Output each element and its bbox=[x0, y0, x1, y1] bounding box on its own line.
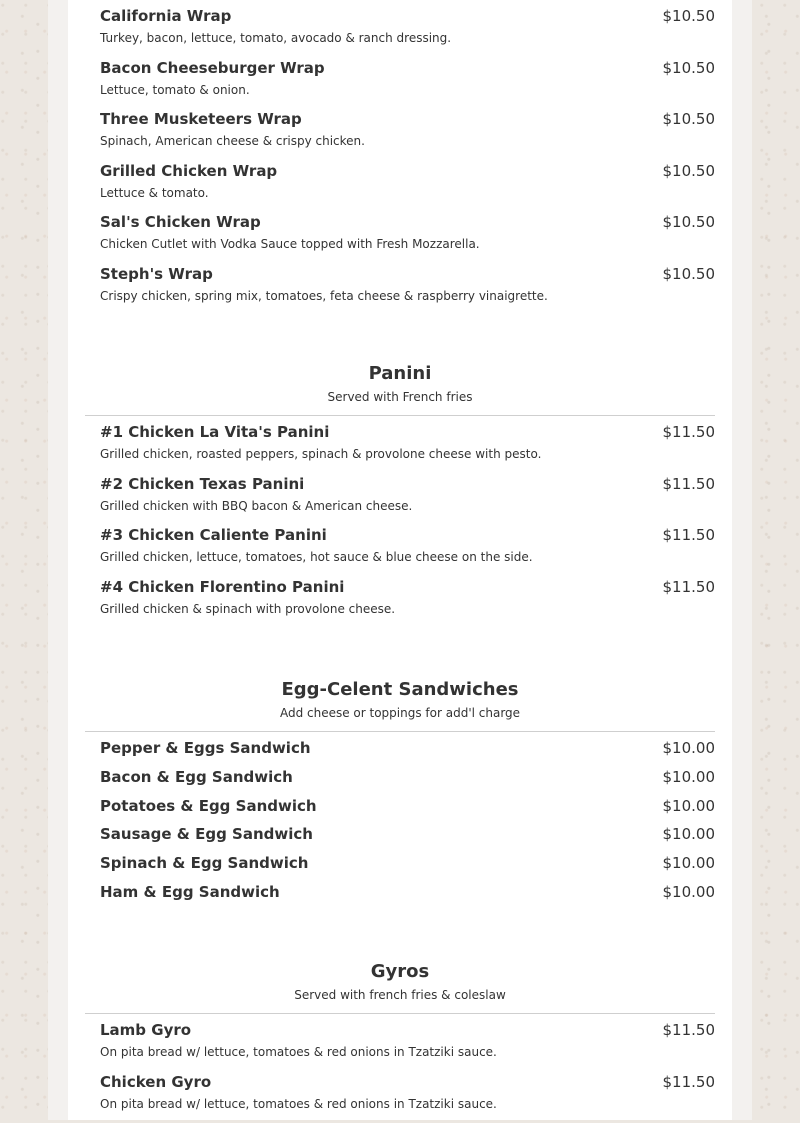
item-price: $11.50 bbox=[662, 474, 715, 493]
item-price: $11.50 bbox=[662, 1021, 715, 1039]
menu-item bbox=[85, 1072, 715, 1123]
menu-item bbox=[85, 474, 715, 526]
item-name: Sausage & Egg Sandwich bbox=[100, 825, 313, 844]
menu-item bbox=[85, 109, 715, 161]
menu-item bbox=[85, 264, 715, 316]
item-description: Turkey, bacon, lettuce, tomato, avocado & ranch dressing. bbox=[100, 31, 452, 45]
menu-item bbox=[85, 161, 715, 213]
section-title: Panini bbox=[368, 363, 432, 384]
section-gyros bbox=[85, 961, 715, 1123]
item-description: Lettuce & tomato. bbox=[100, 185, 209, 200]
item-price: $10.00 bbox=[662, 882, 715, 901]
item-price: $10.00 bbox=[662, 767, 715, 786]
item-price: $11.50 bbox=[662, 577, 715, 596]
item-name: #4 Chicken Florentino Panini bbox=[100, 577, 345, 596]
section-panini bbox=[85, 363, 715, 628]
section-wraps bbox=[85, 6, 715, 316]
item-name: Potatoes & Egg Sandwich bbox=[100, 796, 317, 815]
item-name: California Wrap bbox=[100, 7, 232, 25]
item-name: Spinach & Egg Sandwich bbox=[100, 854, 309, 873]
item-description: Crispy chicken, spring mix, tomatoes, feta cheese & raspberry vinaigrette. bbox=[100, 288, 548, 303]
section-title: Egg-Celent Sandwiches bbox=[281, 679, 519, 700]
menu-item bbox=[85, 525, 715, 577]
menu-item bbox=[85, 796, 715, 825]
item-description: Grilled chicken with BBQ bacon & American cheese. bbox=[100, 498, 413, 513]
item-price: $11.50 bbox=[662, 1072, 715, 1091]
section-subtitle: Served with french fries & coleslaw bbox=[294, 988, 506, 1002]
item-name: Bacon & Egg Sandwich bbox=[100, 767, 293, 786]
section-subtitle: Add cheese or toppings for add'l charge bbox=[279, 706, 521, 720]
item-description: Spinach, American cheese & crispy chicken. bbox=[100, 134, 365, 149]
menu-item bbox=[85, 1020, 715, 1072]
item-name: #1 Chicken La Vita's Panini bbox=[100, 423, 330, 441]
item-description: On pita bread w/ lettuce, tomatoes & red onions in Tzatziki sauce. bbox=[100, 1045, 497, 1059]
item-price: $10.00 bbox=[662, 825, 715, 844]
item-name: Lamb Gyro bbox=[100, 1021, 192, 1039]
section-egg-sandwiches bbox=[85, 679, 715, 911]
item-name: Grilled Chicken Wrap bbox=[100, 161, 278, 180]
menu-item bbox=[85, 58, 715, 110]
section-header bbox=[85, 363, 715, 405]
item-name: Steph's Wrap bbox=[100, 264, 213, 283]
item-name: #3 Chicken Caliente Panini bbox=[100, 526, 327, 545]
item-price: $10.00 bbox=[662, 739, 715, 757]
menu-item bbox=[85, 577, 715, 629]
item-price: $10.50 bbox=[662, 7, 715, 25]
item-description: On pita bread w/ lettuce, tomatoes & red onions in Tzatziki sauce. bbox=[100, 1096, 497, 1111]
menu-item bbox=[85, 212, 715, 264]
item-name: Pepper & Eggs Sandwich bbox=[100, 739, 311, 757]
item-description: Lettuce, tomato & onion. bbox=[100, 82, 250, 97]
section-header bbox=[85, 961, 715, 1003]
item-name: #2 Chicken Texas Panini bbox=[100, 474, 305, 493]
item-name: Ham & Egg Sandwich bbox=[100, 882, 280, 901]
menu-item bbox=[85, 422, 715, 474]
item-price: $10.00 bbox=[662, 796, 715, 815]
menu-item bbox=[85, 767, 715, 796]
item-name: Bacon Cheeseburger Wrap bbox=[100, 58, 325, 77]
item-description: Chicken Cutlet with Vodka Sauce topped with Fresh Mozzarella. bbox=[100, 237, 480, 252]
item-price: $10.50 bbox=[662, 213, 715, 232]
menu-item bbox=[85, 853, 715, 882]
item-price: $11.50 bbox=[662, 423, 715, 441]
item-description: Grilled chicken & spinach with provolone cheese. bbox=[100, 601, 396, 616]
item-name: Sal's Chicken Wrap bbox=[100, 213, 261, 232]
section-subtitle: Served with French fries bbox=[327, 390, 473, 404]
item-description: Grilled chicken, roasted peppers, spinach & provolone cheese with pesto. bbox=[100, 447, 542, 461]
menu-item bbox=[85, 738, 715, 767]
item-price: $10.50 bbox=[662, 161, 715, 180]
item-price: $11.50 bbox=[662, 526, 715, 545]
item-name: Three Musketeers Wrap bbox=[100, 110, 302, 129]
item-price: $10.00 bbox=[662, 854, 715, 873]
section-title: Gyros bbox=[370, 961, 430, 982]
section-header bbox=[85, 679, 715, 721]
item-price: $10.50 bbox=[662, 58, 715, 77]
menu-item bbox=[85, 6, 715, 58]
menu-item bbox=[85, 824, 715, 853]
item-price: $10.50 bbox=[662, 264, 715, 283]
item-name: Chicken Gyro bbox=[100, 1072, 212, 1091]
item-price: $10.50 bbox=[662, 110, 715, 129]
menu-item bbox=[85, 882, 715, 911]
item-description: Grilled chicken, lettuce, tomatoes, hot sauce & blue cheese on the side. bbox=[100, 550, 533, 565]
